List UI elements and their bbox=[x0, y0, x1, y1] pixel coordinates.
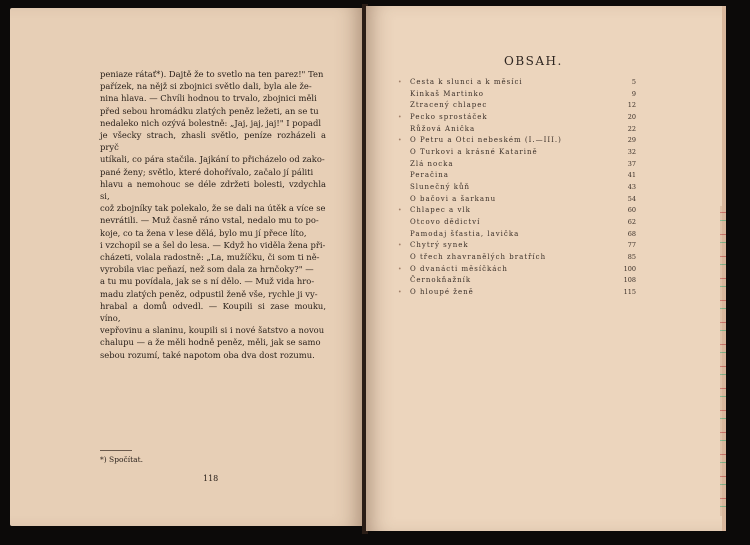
text-line: nina hlava. — Chvíli hodnou to trvalo, zbojnici měli bbox=[100, 93, 317, 104]
toc-entry-title: Otcovo dědictví bbox=[410, 218, 481, 227]
toc-entry-title: Cesta k slunci a k měsíci bbox=[410, 78, 523, 86]
bullet-icon: • bbox=[398, 114, 402, 122]
toc-entry-title: Pamodaj šťastia, lavička bbox=[410, 229, 520, 238]
story-text bbox=[100, 68, 326, 361]
toc-entry-title: Zlá nocka bbox=[410, 159, 454, 168]
toc-entry-page: 100 bbox=[623, 264, 636, 273]
toc-entry-title: Peračina bbox=[410, 171, 449, 180]
toc-entry-title: Pecko sprostáček bbox=[410, 113, 488, 122]
toc-entry bbox=[410, 230, 636, 242]
text-line: pané ženy; světlo, které dohořívalo, začalo jí páliti bbox=[100, 166, 314, 177]
toc-entry bbox=[410, 171, 636, 183]
toc-entry-title: Slunečný kůň bbox=[410, 183, 471, 192]
toc-entry-page: 60 bbox=[627, 206, 636, 215]
toc-entry bbox=[398, 206, 636, 218]
toc-entry bbox=[398, 264, 636, 277]
toc-entry-title: Chlapec a vlk bbox=[410, 206, 471, 215]
toc-entry-title: O Petru a Otci nebeském (I.—III.) bbox=[410, 136, 562, 145]
toc-entry-page: 108 bbox=[623, 276, 636, 285]
toc-entry bbox=[398, 78, 636, 90]
toc-entry bbox=[410, 101, 636, 113]
toc-entry-title: O bačovi a šarkanu bbox=[410, 194, 497, 203]
page-number: 118 bbox=[203, 474, 219, 483]
text-line: a tu mu povídala, jak se s ní dělo. — Muž vida hro- bbox=[100, 276, 315, 287]
toc-entry-page: 41 bbox=[627, 171, 636, 180]
toc-entry-page: 77 bbox=[627, 241, 636, 250]
toc-entry-title: O třech zhavranělých bratřích bbox=[410, 253, 547, 262]
toc-entry-page: 20 bbox=[627, 113, 636, 122]
bullet-icon: • bbox=[398, 242, 402, 250]
bullet-icon: • bbox=[398, 137, 402, 145]
table-of-contents bbox=[398, 78, 636, 300]
toc-entry-title: Černokňažník bbox=[410, 276, 472, 285]
toc-entry-page: 12 bbox=[627, 101, 636, 110]
toc-entry bbox=[398, 136, 636, 148]
text-line: peniaze rátať*). Dajtě že to svetlo na ten parez!" Ten bbox=[100, 69, 324, 79]
toc-entry bbox=[410, 148, 636, 160]
toc-entry-page: 22 bbox=[627, 124, 636, 133]
text-line: koje, co ta žena v lese dělá, bylo mu jí přece líto, bbox=[100, 227, 307, 238]
toc-entry bbox=[410, 218, 636, 230]
footnote: *) Spočítat. bbox=[100, 455, 143, 464]
text-line: madu zlatých peněz, odpustil ženě vše, rychle ji vy- bbox=[100, 288, 318, 299]
toc-entry-title: Ztracený chlapec bbox=[410, 101, 488, 110]
toc-entry-page: 32 bbox=[627, 148, 636, 157]
toc-entry bbox=[398, 113, 636, 125]
toc-entry bbox=[410, 125, 636, 137]
toc-entry-title: Růžová Anička bbox=[410, 124, 476, 133]
toc-entry-title: O Turkovi a krásné Katarině bbox=[410, 148, 538, 157]
text-line: před sebou hromádku zlatých peněz ležeti, an se tu bbox=[100, 105, 319, 116]
text-line: což zbojníky tak polekalo, že se dali na útěk a více se bbox=[100, 203, 326, 214]
text-line: hlavu a nemohouc se déle zdržeti bolesti, vzdychla si, bbox=[100, 178, 326, 202]
toc-entry-page: 85 bbox=[627, 253, 636, 262]
toc-entry-page: 115 bbox=[623, 288, 636, 297]
text-line: pařízek, na nějž si zbojnici světlo dali, byla ale že- bbox=[100, 81, 312, 92]
left-page bbox=[10, 8, 362, 526]
text-line: hrabal a domů odvedl. — Koupili si zase mouku, víno, bbox=[100, 300, 326, 324]
toc-entry bbox=[410, 90, 636, 102]
toc-entry-page: 5 bbox=[631, 78, 636, 86]
bullet-icon: • bbox=[398, 265, 402, 273]
bullet-icon: • bbox=[398, 207, 402, 215]
text-line: vyrobila viac peňazí, než som dala za hrnčoky?" — bbox=[100, 264, 314, 275]
toc-entry-page: 37 bbox=[627, 159, 636, 168]
toc-entry bbox=[410, 183, 636, 195]
text-line: chalupu — a že měli hodně peněz, měli, jak se samo bbox=[100, 337, 321, 348]
toc-entry bbox=[398, 241, 636, 253]
toc-entry-page: 43 bbox=[627, 183, 636, 192]
toc-entry-page: 9 bbox=[631, 89, 636, 98]
toc-entry bbox=[410, 276, 636, 288]
toc-entry-title: Kinkaš Martinko bbox=[410, 89, 484, 98]
text-line: vepřovinu a slaninu, koupili si i nové šatstvo a novou bbox=[100, 325, 325, 336]
toc-entry-page: 29 bbox=[627, 136, 636, 145]
text-line: i vzchopil se a šel do lesa. — Když ho viděla žena při- bbox=[100, 239, 326, 250]
toc-entry-title: Chytrý synek bbox=[410, 241, 469, 250]
bullet-icon: • bbox=[398, 289, 402, 297]
bullet-icon: • bbox=[398, 79, 402, 86]
toc-title: OBSAH. bbox=[504, 54, 563, 68]
text-line: je všecky strach, zhasli světlo, peníze rozházeli a pryč bbox=[100, 130, 326, 153]
toc-entry-title: O dvanácti měsíčkách bbox=[410, 264, 508, 273]
toc-entry bbox=[410, 160, 636, 172]
toc-entry-page: 62 bbox=[627, 218, 636, 227]
toc-entry bbox=[398, 288, 636, 300]
toc-entry-page: 54 bbox=[627, 194, 636, 203]
toc-entry bbox=[410, 253, 636, 265]
footnote-rule bbox=[100, 450, 132, 451]
text-line: cházeti, volala radostně: „La, mužíčku, či som ti ně- bbox=[100, 252, 320, 263]
page-edge-marks bbox=[720, 206, 726, 516]
text-line: utíkali, co pára stačila. Jajkání to přicházelo od zako- bbox=[100, 154, 325, 165]
toc-entry-title: O hloupé ženě bbox=[410, 288, 474, 297]
toc-entry bbox=[410, 195, 636, 207]
text-line: nevrátili. — Muž časně ráno vstal, nedalo mu to po- bbox=[100, 215, 319, 226]
text-line: nedaleko nich ozývá bolestně: „Jaj, jaj, jaj!" I popadl bbox=[100, 117, 322, 128]
text-line: sebou rozumí, také napotom oba dva dost rozumu. bbox=[100, 349, 315, 360]
toc-entry-page: 68 bbox=[627, 229, 636, 238]
